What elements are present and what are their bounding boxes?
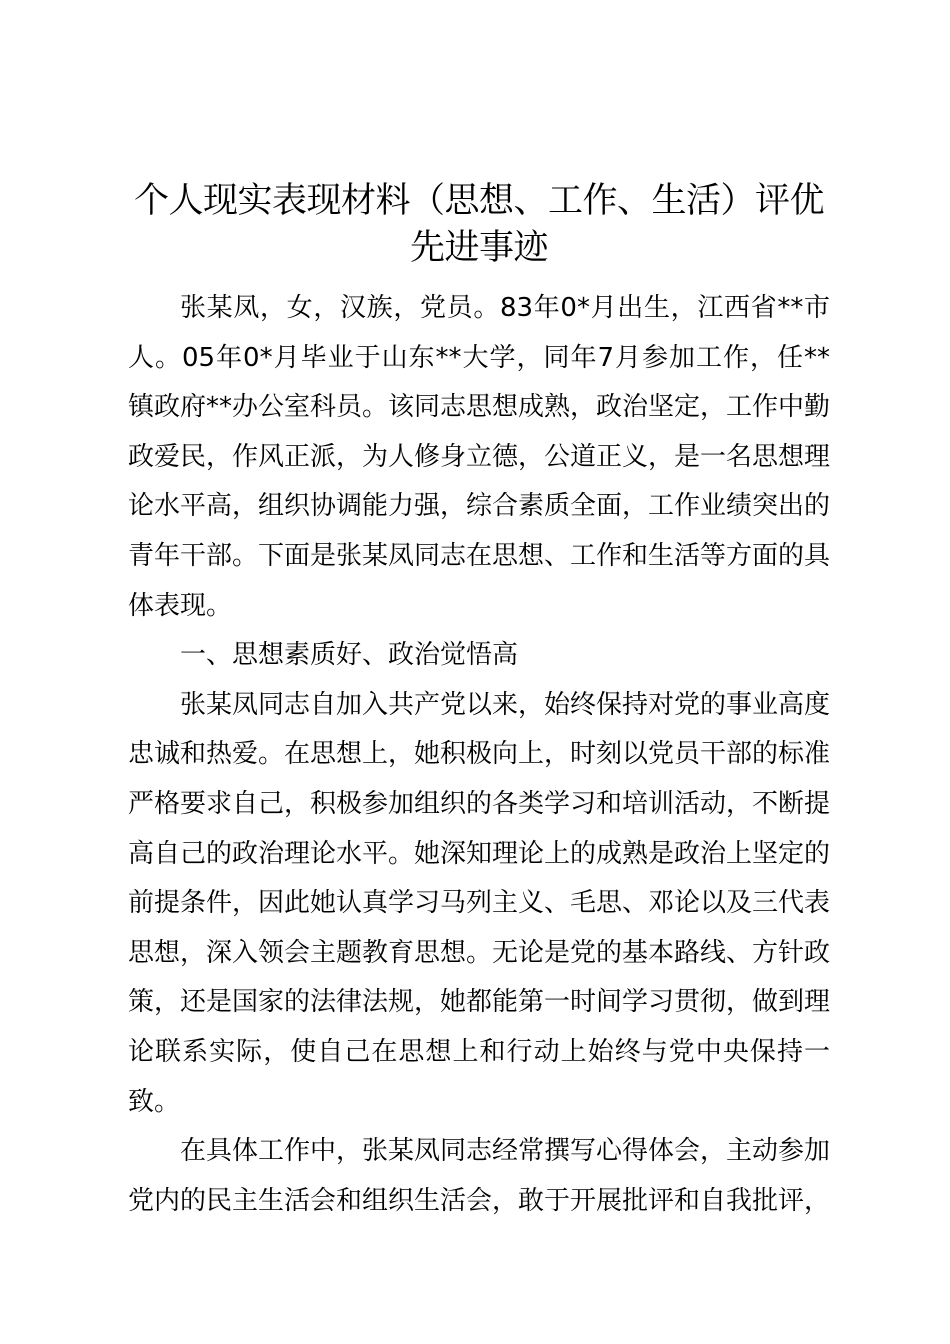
paragraph-intro: 张某凤，女，汉族，党员。83年0*月出生，江西省**市人。05年0*月毕业于山东**大学，同年7月参加工作，任**镇政府**办公室科员。该同志思想成熟，政治坚定，工作中勤政爱民，作风正派，为人修身立德，公道正义，是一名思想理论水平高，组织协调能力强，综合素质全面，工作业绩突出的青年干部。下面是张某凤同志在思想、工作和生活等方面的具体表现。 — [128, 293, 831, 621]
document-page — [128, 178, 830, 1226]
document-title: 个人现实表现材料（思想、工作、生活）评优先进事迹 — [133, 181, 824, 268]
paragraph-thought: 张某凤同志自加入共产党以来，始终保持对党的事业高度忠诚和热爱。在思想上，她积极向上，时刻以党员干部的标准严格要求自己，积极参加组织的各类学习和培训活动，不断提高自己的政治理论水平。她深知理论上的成熟是政治上坚定的前提条件，因此她认真学习马列主义、毛思、邓论以及三代表思想，深入领会主题教育思想。无论是党的基本路线、方针政策，还是国家的法律法规，她都能第一时间学习贯彻，做到理论联系实际，使自己在思想上和行动上始终与党中央保持一致。 — [128, 689, 831, 1117]
section-heading-1: 一、思想素质好、政治觉悟高 — [180, 640, 519, 671]
paragraph-work: 在具体工作中，张某凤同志经常撰写心得体会，主动参加党内的民主生活会和组织生活会，敢于开展批评和自我批评， — [128, 1136, 831, 1216]
